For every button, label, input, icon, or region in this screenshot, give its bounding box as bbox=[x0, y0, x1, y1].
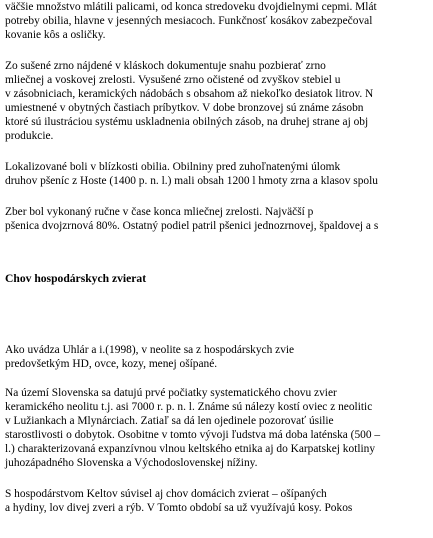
text-line: a hydiny, lov divej zveri a rýb. V Tomto období sa už využívajú kosy. Pokos bbox=[5, 502, 353, 514]
text-line: keramického neolitu t.j. asi 7000 r. p. n. l. Známe sú nálezy kostí oviec z neolitic bbox=[5, 401, 373, 413]
text-line: väčšie množstvo mlátili palicami, od konca stredoveku dvojdielnymi cepmi. Mlát bbox=[5, 1, 377, 13]
text-line: Zo sušené zrno nájdené v kláskoch dokumentuje snahu pozbierať zrno bbox=[5, 60, 326, 72]
text-line: pšenica dvojzrnová 80%. Ostatný podiel patril pšenici jednozrnovej, špaldovej a s bbox=[5, 220, 379, 232]
text-line: Zber bol vykonaný ručne v čase konca mliečnej zrelosti. Najväčší p bbox=[5, 206, 314, 218]
text-line: Lokalizované boli v blízkosti obilia. Obilniny pred zuhoľnatenými úlomk bbox=[5, 161, 341, 173]
text-line: l.) charakterizovaná expanzívnou vlnou keltského etnika aj do Karpatskej kotliny bbox=[5, 443, 376, 455]
text-line: Ako uvádza Uhlár a i.(1998), v neolite sa z hospodárskych zvie bbox=[5, 344, 295, 356]
text-line: produkcie. bbox=[5, 130, 54, 142]
text-line: potreby obilia, hlavne v jesenných mesiacoch. Funkčnosť kosákov zabezpečoval bbox=[5, 15, 373, 27]
text-line: mliečnej a voskovej zrelosti. Vysušené zrno očistené od zvyškov stebiel u bbox=[5, 74, 341, 86]
text-line: predovšetkým HD, ovce, kozy, menej ošípané. bbox=[5, 358, 218, 370]
text-line: juhozápadného Slovenska a Východoslovenskej nížiny. bbox=[5, 457, 258, 469]
text-line: ktoré sú ilustráciou systému uskladnenia obilných zásob, na druhej strane aj obj bbox=[5, 116, 369, 128]
text-line: starostlivosti o dobytok. Osobitne v tomto vývoji ľudstva má doba laténska (500 – bbox=[5, 429, 381, 441]
section-heading: Chov hospodárskych zvierat bbox=[5, 272, 147, 285]
text-line: druhov pšeníc z Hoste (1400 p. n. l.) mali obsah 1200 l hmoty zrna a klasov spolu bbox=[5, 175, 378, 187]
text-line: Na území Slovenska sa datujú prvé počiatky systematického chovu zvier bbox=[5, 387, 337, 399]
text-line: kovanie kôs a osličky. bbox=[5, 29, 106, 41]
text-line: umiestnené v obytných častiach príbytkov. V dobe bronzovej sú známe zásobn bbox=[5, 102, 364, 114]
text-line: v Lužiankach a Mlynárciach. Zatiaľ sa dá len ojedinele pozorovať úsilie bbox=[5, 415, 334, 427]
text-line: S hospodárstvom Keltov súvisel aj chov domácich zvierat – ošípaných bbox=[5, 488, 327, 500]
text-line: v zásobniciach, keramických nádobách s obsahom až niekoľko desiatok litrov. N bbox=[5, 88, 374, 100]
